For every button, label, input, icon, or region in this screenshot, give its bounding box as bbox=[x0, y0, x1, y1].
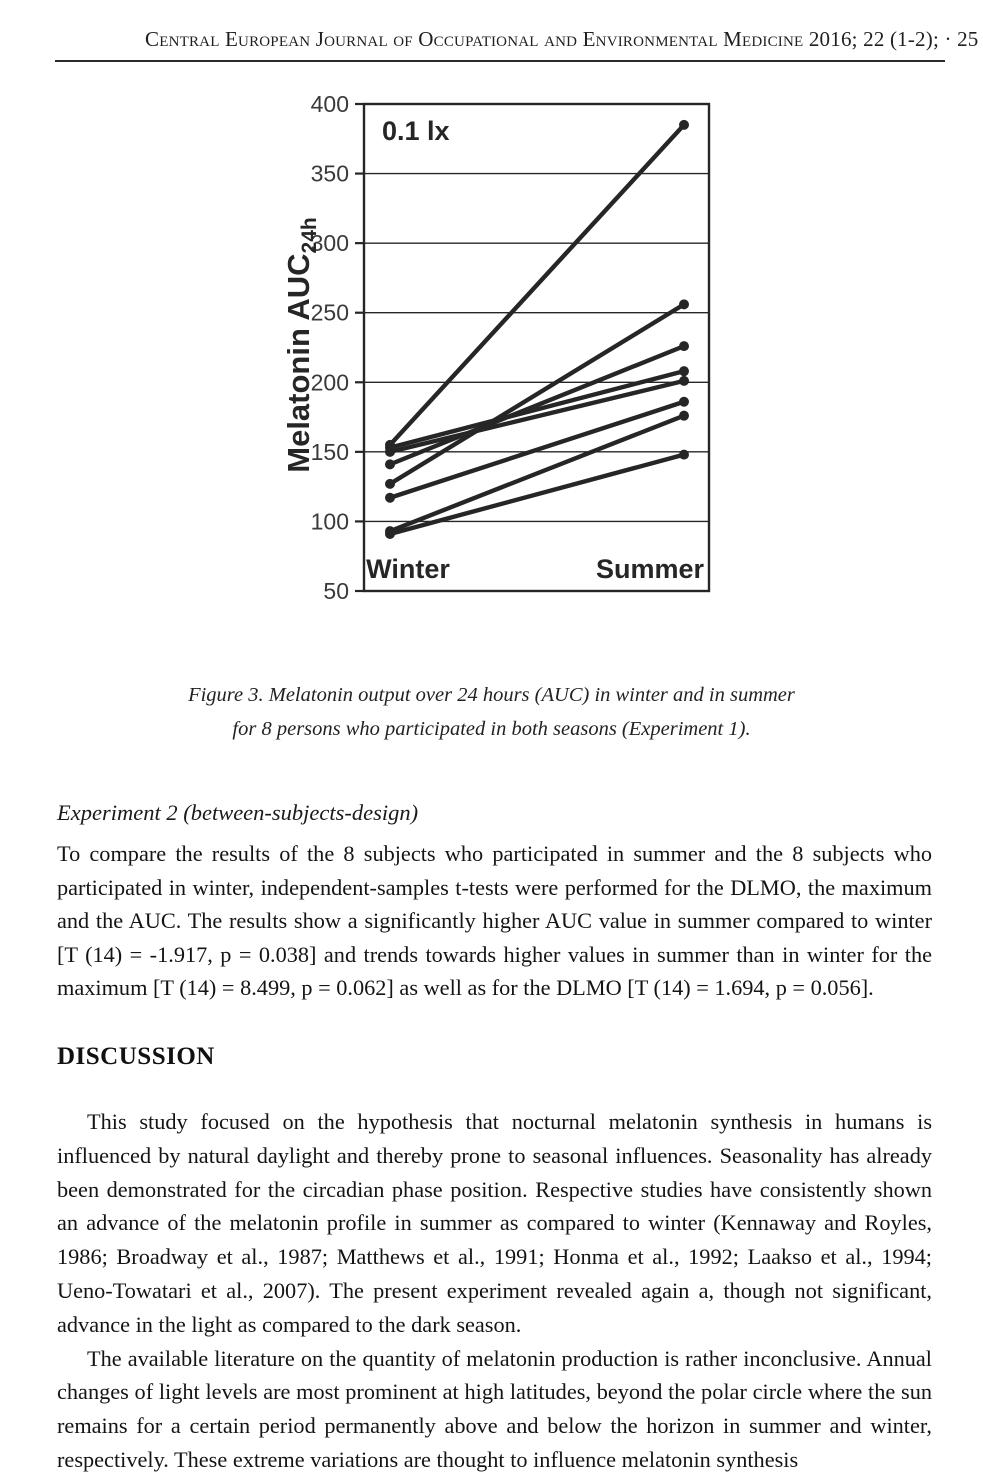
y-tick-label: 50 bbox=[323, 578, 349, 604]
data-point-summer bbox=[679, 411, 689, 421]
y-tick-label: 250 bbox=[310, 299, 349, 326]
y-tick-label: 300 bbox=[310, 230, 349, 257]
data-point-summer bbox=[679, 299, 689, 309]
data-point-winter bbox=[385, 447, 395, 457]
header-rule bbox=[55, 60, 945, 62]
x-category-summer: Summer bbox=[595, 554, 705, 584]
data-point-summer bbox=[679, 376, 689, 386]
data-point-winter bbox=[385, 493, 395, 503]
discussion-section bbox=[57, 1105, 932, 1477]
y-axis-title bbox=[281, 115, 325, 575]
light-level-annotation: 0.1 lx bbox=[382, 116, 450, 146]
data-point-summer bbox=[679, 450, 689, 460]
y-axis-title-main: Melatonin AUC bbox=[281, 253, 316, 473]
y-axis-title-subscript: 24h bbox=[298, 217, 321, 254]
y-tick-label: 150 bbox=[310, 438, 349, 465]
experiment-2-paragraph: To compare the results of the 8 subjects who participated in summer and the 8 subjects who participated in winter, independent-samples t-tests were performed for the DLMO, the maximum and the AUC. The results show a significantly higher AUC value in summer compared to winter [T (14) = -1.917, p = 0.038] and trends towards higher values in summer than in winter for the maximum [T (14) = 8.499, p = 0.062] as well as for the DLMO [T (14) = 1.694, p = 0.056]. bbox=[57, 841, 932, 1001]
data-point-winter bbox=[385, 459, 395, 469]
data-point-summer bbox=[679, 366, 689, 376]
discussion-paragraph-1: This study focused on the hypothesis that nocturnal melatonin synthesis in humans is influenced by natural daylight and thereby prone to seasonal influences. Seasonality has already been demonstrated for the circadian phase position. Respective studies have consistently shown an advance of the melatonin profile in summer as compared to winter (Kennaway and Royles, 1986; Broadway et al., 1987; Matthews et al., 1991; Honma et al., 1992; Laakso et al., 1994; Ueno-Towatari et al., 2007). The present experiment revealed again a, though not significant, advance in the light as compared to the dark season. bbox=[57, 1109, 932, 1337]
data-point-winter bbox=[385, 479, 395, 489]
y-tick-label: 350 bbox=[310, 160, 349, 187]
discussion-heading: DISCUSSION bbox=[57, 1043, 215, 1070]
melatonin-auc-line-chart bbox=[266, 86, 726, 646]
discussion-paragraph-2: The available literature on the quantity of melatonin production is rather inconclusive. Annual changes of light levels are most prominent at high latitudes, beyond the polar circle where the sun remains for a certain period permanently above and below the horizon in summer and winter, respectively. These extreme variations are thought to influence melatonin synthesis bbox=[57, 1345, 932, 1472]
journal-header: Central European Journal of Occupational and Environmental Medicine 2016; 22 (1-2); · 25 bbox=[145, 27, 979, 51]
figure-3-chart bbox=[266, 86, 726, 646]
experiment-2-heading: Experiment 2 (between-subjects-design) bbox=[57, 800, 419, 825]
data-point-summer bbox=[679, 341, 689, 351]
series-line bbox=[390, 346, 684, 464]
figure-caption bbox=[0, 678, 983, 746]
figure-caption-line-1: Figure 3. Melatonin output over 24 hours (AUC) in winter and in summer bbox=[188, 684, 795, 706]
y-tick-label: 200 bbox=[310, 369, 349, 396]
y-tick-label: 400 bbox=[310, 91, 349, 117]
data-point-summer bbox=[679, 397, 689, 407]
data-point-winter bbox=[385, 529, 395, 539]
y-tick-label: 100 bbox=[310, 508, 349, 535]
x-category-winter: Winter bbox=[366, 554, 450, 584]
plot-border bbox=[364, 104, 709, 591]
figure-caption-line-2: for 8 persons who participated in both seasons (Experiment 1). bbox=[232, 718, 751, 740]
data-point-summer bbox=[679, 120, 689, 130]
series-line bbox=[390, 416, 684, 531]
